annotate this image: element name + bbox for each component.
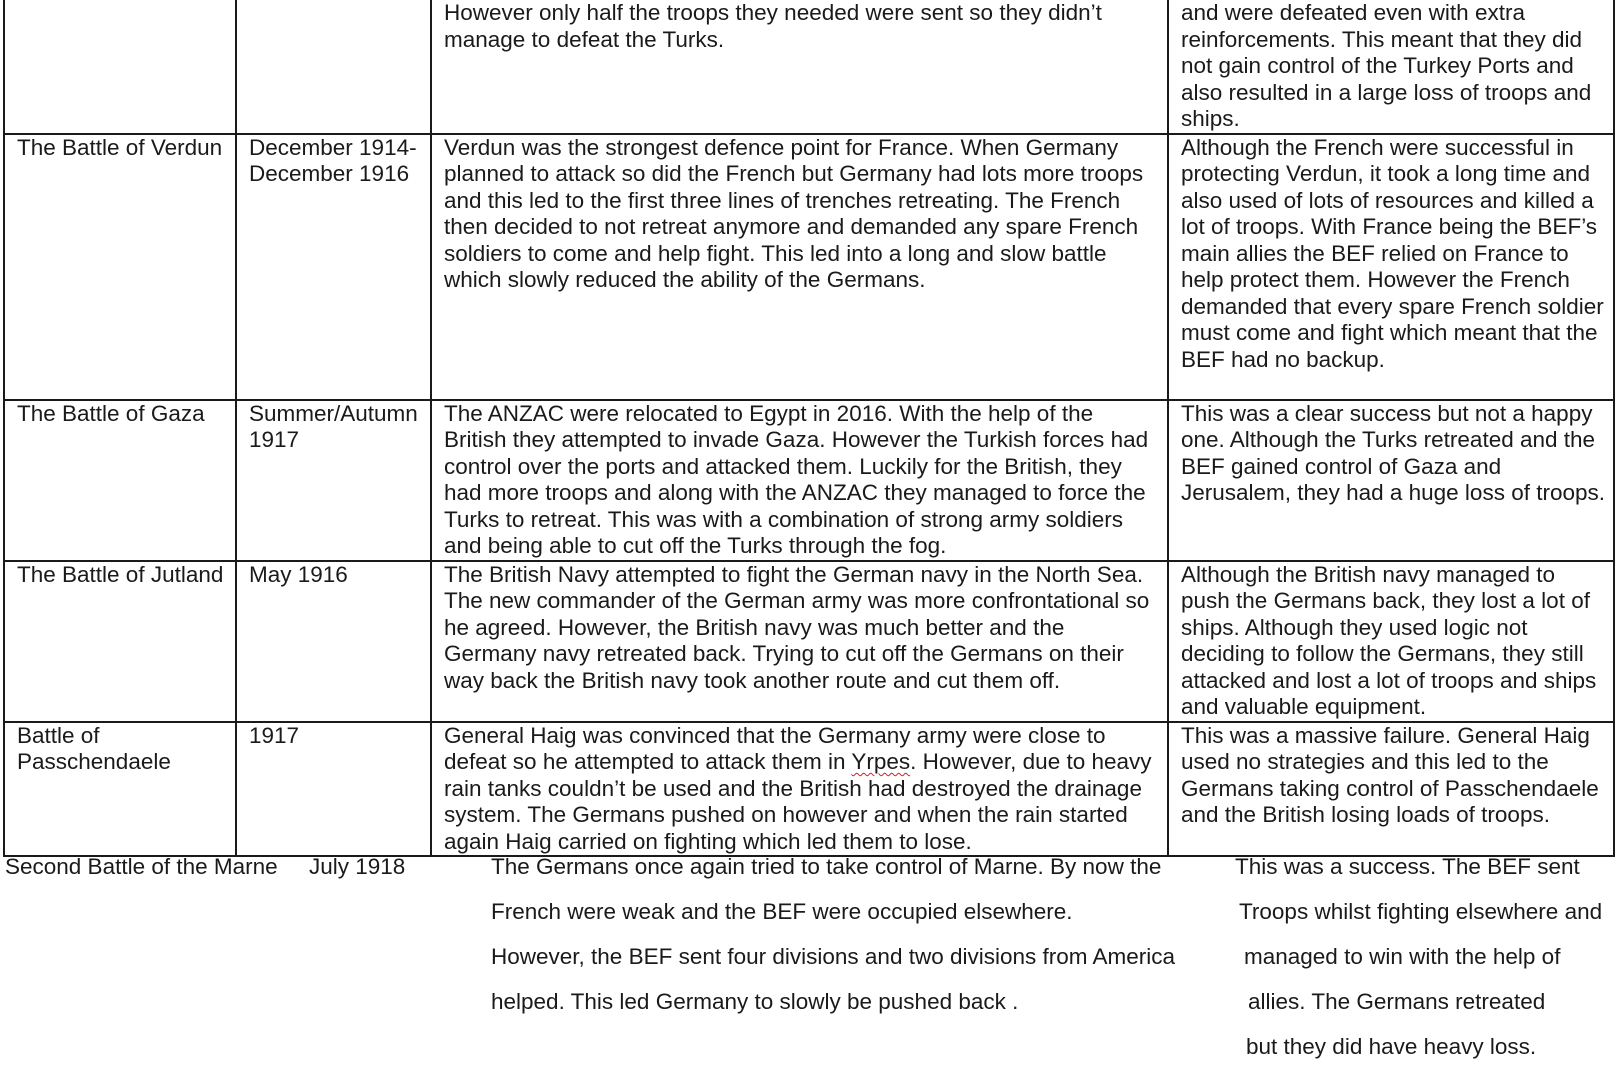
trailing-date: July 1918 <box>309 854 406 879</box>
description-cell <box>431 722 1168 857</box>
outcome-cell: Although the French were successful in protecting Verdun, it took a long time and also used of lots of resources and killed a lot of troops. With France being the BEF’s main allies the BEF relied on France to help protect them. However the French demanded that every spare French soldier must come and fight which meant that the BEF had no backup. <box>1168 134 1614 400</box>
trailing-entry <box>0 854 1615 1080</box>
outcome-line: This was a success. The BEF sent <box>1235 854 1580 879</box>
table-row <box>4 134 1614 400</box>
outcome-cell: This was a massive failure. General Haig used no strategies and this led to the Germans taking control of Passchendaele and the British losing loads of troops. <box>1168 722 1614 857</box>
description-text-end: . However, due to heavy rain tanks couldn’t be used and the British had destroyed the drainage system. The Germans pushed on however and when the rain started again Haig carried on fighting which led them to lose. <box>444 749 1152 854</box>
date-cell <box>236 0 431 134</box>
table-row <box>4 0 1614 134</box>
table-row <box>4 400 1614 561</box>
description-cell: The ANZAC were relocated to Egypt in 2016. With the help of the British they attempted to invade Gaza. However the Turkish forces had control over the ports and attacked them. Luckily for the British, they had more troops and along with the ANZAC they managed to force the Turks to retreat. This was with a combination of strong army soldiers and being able to cut off the Turks through the fog. <box>431 400 1168 561</box>
battle-cell: The Battle of Verdun <box>4 134 236 400</box>
outcome-cell: Although the British navy managed to push the Germans back, they lost a lot of ships. Although they used logic not deciding to follow the Germans, they still attacked and lost a lot of troops and ships and valuable equipment. <box>1168 561 1614 722</box>
battles-table <box>3 0 1615 857</box>
outcome-line: managed to win with the help of <box>1244 944 1561 969</box>
trailing-battle-name: Second Battle of the Marne <box>5 854 278 879</box>
date-cell: 1917 <box>236 722 431 857</box>
trailing-outcome <box>1235 854 1615 1079</box>
table-row <box>4 561 1614 722</box>
description-cell: The British Navy attempted to fight the German navy in the North Sea. The new commander of the German army was more confrontational so he agreed. However, the British navy was much better and the Germany navy retreated back. Trying to cut off the Germans on their way back the British navy took another route and cut them off. <box>431 561 1168 722</box>
description-line: helped. This led Germany to slowly be pushed back . <box>491 989 1019 1014</box>
description-cell: Verdun was the strongest defence point for France. When Germany planned to attack so did the French but Germany had lots more troops and this led to the first three lines of trenches retreating. The French then decided to not retreat anymore and demanded any spare French soldiers to come and help fight. This led into a long and slow battle which slowly reduced the ability of the Germans. <box>431 134 1168 400</box>
description-line: However, the BEF sent four divisions and two divisions from America <box>491 944 1176 969</box>
battle-cell: Battle of Passchendaele <box>4 722 236 857</box>
battle-cell: The Battle of Gaza <box>4 400 236 561</box>
outcome-cell: This was a clear success but not a happy one. Although the Turks retreated and the BEF gained control of Gaza and Jerusalem, they had a huge loss of troops. <box>1168 400 1614 561</box>
description-text-start: General Haig was convinced that the Germany army were close to defeat so he attempted to attack them in <box>444 722 1106 774</box>
table-row <box>4 722 1614 857</box>
date-cell: Summer/Autumn 1917 <box>236 400 431 561</box>
description-cell: However only half the troops they needed were sent so they didn’t manage to defeat the Turks. <box>431 0 1168 134</box>
description-line: French were weak and the BEF were occupied elsewhere. <box>491 899 1073 924</box>
description-line: The Germans once again tried to take control of Marne. By now the <box>491 854 1162 879</box>
date-cell: May 1916 <box>236 561 431 722</box>
misspelled-word[interactable]: Yrpes <box>851 749 911 774</box>
trailing-description <box>491 854 1211 1034</box>
battle-cell <box>4 0 236 134</box>
outcome-line: but they did have heavy loss. <box>1246 1034 1537 1059</box>
outcome-line: Troops whilst fighting elsewhere and <box>1239 899 1603 924</box>
outcome-cell: and were defeated even with extra reinforcements. This meant that they did not gain control of the Turkey Ports and also resulted in a large loss of troops and ships. <box>1168 0 1614 134</box>
date-cell: December 1914- December 1916 <box>236 134 431 400</box>
battle-cell: The Battle of Jutland <box>4 561 236 722</box>
outcome-line: allies. The Germans retreated <box>1248 989 1546 1014</box>
